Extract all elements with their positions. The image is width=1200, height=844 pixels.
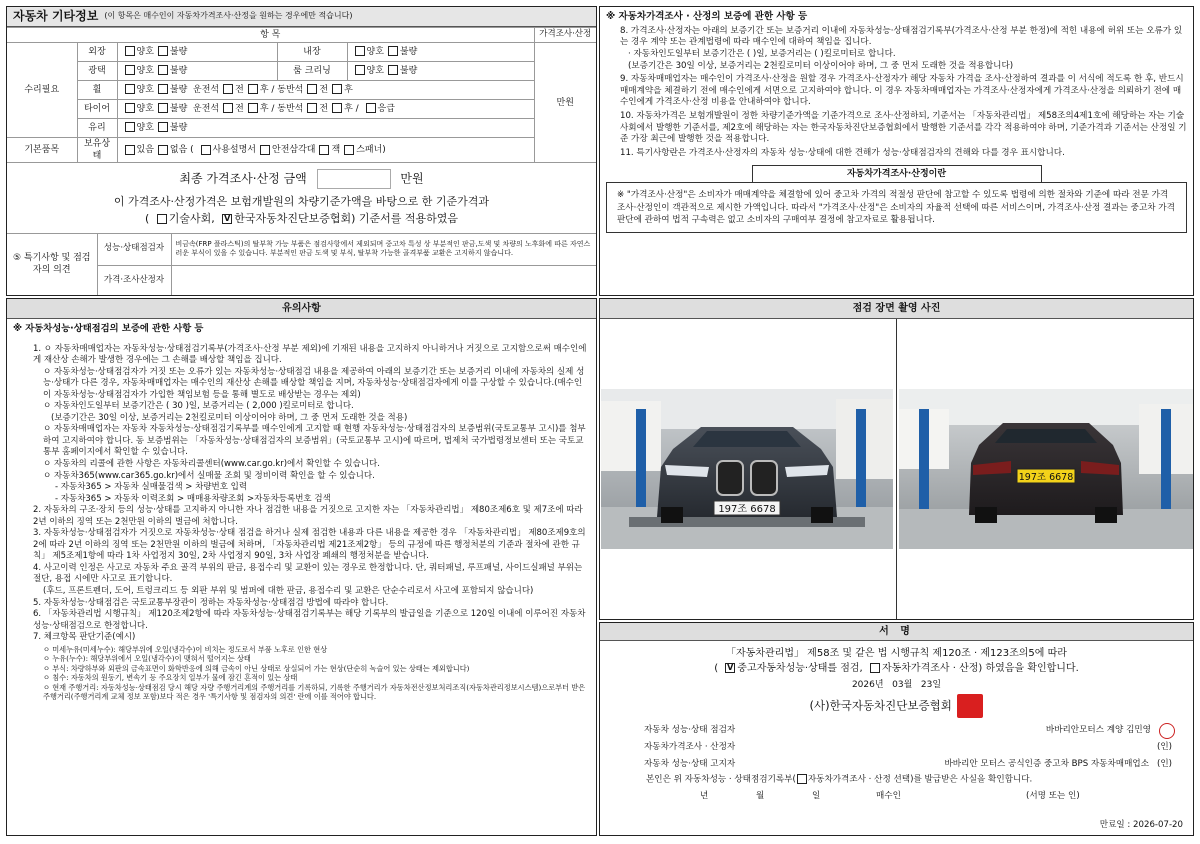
note-line: 4. 사고이력 인정은 사고로 자동차 주요 골격 부위의 판금, 용접수리 및 교환이 있는 경우로 한정합니다. 단, 쿼터패널, 루프패널, 사이드실패널 부위는 절단, 용접 시에만 사고로 표기합니다.: [33, 562, 583, 585]
month-label: 월: [756, 791, 765, 802]
final-price-input[interactable]: [317, 169, 391, 189]
section-note: (이 항목은 매수인이 자동차가격조사·산정을 원하는 경우에만 적습니다): [104, 11, 353, 21]
guarantee-item-10: 10. 자동차가격은 보험개발원이 정한 차량기준가액을 기준가격으로 조사·산정하되, 기준서는 「자동차관리법」 제58조의4제1호에 해당하는 자는 기술사회에서 발행한 기준서를, 제2호에 해당하는 자는 한국자동차진단보증협회에서 발행한 기준서를 각각 적용하여야 하며, 기준가격과 기준서는 산정일 기준 가장 최근에 발행한 것을 적용합니다.: [620, 110, 1187, 145]
criteria-list: [33, 645, 590, 702]
signer-label: 자동차가격조사 · 산정자: [644, 741, 736, 752]
criteria-item: ㅇ 현재 주행거리: 자동차성능·상태점검 당시 해당 자량 주행거리계의 주행거리를 기록하되, 기록한 주행거리가 자동차전산정보처리조직(자동차관리정보시스템)으로부터 받은 주행거리(주행거리계 교체 정보 포함)보다 적은 경우 '특기사항 및 점검자의 의견' 란에 이를 적어야 합니다.: [43, 682, 586, 702]
price-check-checkbox[interactable]: [870, 663, 880, 673]
bad-label: 불량: [399, 46, 418, 57]
repair-label: 수리필요: [24, 84, 60, 95]
basic-label: 기본품목: [24, 145, 60, 156]
note-line: ㅇ 자동차의 리콜에 관한 사항은 자동차리콜센터(www.car.go.kr)에서 확인할 수 있습니다.: [43, 459, 380, 470]
row-exterior: 외장: [88, 46, 106, 57]
criteria-item: ㅇ 부식: 차량하부와 외판의 금속표면이 화학반응에 의해 금속이 아닌 상태로 상실되어 가는 현상(단순히 녹슬어 있는 상태는 제외합니다): [43, 663, 470, 673]
date-day: 23일: [920, 680, 942, 690]
guarantee-note: (보증기간은 30일 이상, 보증거리는 2천킬로미터 이상이어야 하며, 그 중 먼저 도래한 것을 적용합니다): [628, 60, 1014, 71]
note-line: 5. 자동차성능·상태점검은 국토교통부장관이 정하는 자동차성능·상태점검 방법에 따라야 합니다.: [33, 597, 389, 608]
note-line: ㅇ 자동차인도일부터 보증기간은 ( 30 )일, 보증거리는 ( 2,000 )킬로미터로 합니다.: [43, 401, 354, 412]
criteria-item: ㅇ 미세누유(미세누수): 해당부위에 오일(냉각수)이 비치는 정도로서 부품 노후로 인한 현상: [43, 644, 328, 654]
row-wheel: 휠: [92, 84, 102, 95]
has-items-checkbox[interactable]: [125, 145, 135, 155]
bad-label: 불량: [169, 46, 188, 57]
note-line: (후드, 프론트펜더, 도어, 트렁크리드 등 외판 부위 및 범퍼에 대한 판금, 용접수리 및 교환은 단순수리로서 사고에 포함되지 않습니다): [43, 586, 534, 597]
no-label: 없음: [169, 145, 188, 156]
interior-good-checkbox[interactable]: [355, 46, 365, 56]
final-price-row: [7, 169, 596, 189]
price-guarantee-section: [599, 6, 1194, 296]
signer-mark: (인): [1157, 741, 1173, 752]
exterior-good-checkbox[interactable]: [125, 46, 135, 56]
row-glass: 유리: [88, 122, 106, 133]
col-price: 가격조사·산정: [539, 29, 592, 40]
spanner-label: 스패너: [356, 145, 383, 156]
photo-divider: [896, 319, 897, 619]
statement-line2: ( 기술사회, V 한국자동차진단보증협회) 기준서를 적용하였음: [144, 211, 459, 225]
room-good-checkbox[interactable]: [355, 65, 365, 75]
wheel-good-checkbox[interactable]: [125, 84, 135, 94]
day-label: 일: [812, 791, 821, 802]
note-line: 1. ㅇ 자동차매매업자는 자동차성능·상태점검기록부(가격조사·산정 부분 제외)에 기재된 내용을 고지하지 아니하거나 거짓으로 고지함으로써 매수인에게 재산상 손해가 발생한 경우에는 그 손해를 배상할 책임을 집니다.: [33, 343, 587, 366]
wheel-bad-checkbox[interactable]: [158, 84, 168, 94]
front-label: 전: [319, 84, 329, 95]
good-label: 양호: [366, 46, 384, 57]
note-line: (보증기간은 30일 이상, 보증거리는 2천킬로미터 이상이어야 하며, 그 중 먼저 도래한 것을 적용): [51, 412, 408, 423]
special-label: ⑤ 특기사항 및 점검자의 의견: [12, 253, 91, 276]
signer-mark: (인): [1157, 758, 1173, 769]
good-label: 양호: [136, 103, 154, 114]
wheel-driver-rear-checkbox[interactable]: [248, 84, 258, 94]
perf-check-checkbox[interactable]: V: [727, 662, 734, 672]
perf-checker-label: 성능·상태점검자: [103, 243, 165, 254]
front-label: 전: [319, 103, 329, 114]
no-items-checkbox[interactable]: [158, 145, 168, 155]
emergency-label: 응급: [377, 103, 395, 114]
manual-checkbox[interactable]: [201, 145, 211, 155]
notes-subtitle: ※ 자동차성능·상태점검의 보증에 관한 사항 등: [13, 323, 204, 334]
row-interior: 내장: [303, 46, 321, 57]
note-line: - 자동차365 > 자동차 이력조회 > 매매용차량조회 >자동차등록번호 검색: [55, 493, 331, 504]
tire-bad-checkbox[interactable]: [158, 103, 168, 113]
glass-good-checkbox[interactable]: [125, 122, 135, 132]
triangle-label: 안전삼각대: [272, 145, 316, 156]
good-label: 양호: [136, 84, 154, 95]
tire-good-checkbox[interactable]: [125, 103, 135, 113]
row-possession: 보유상태: [83, 139, 111, 162]
bad-label: 불량: [399, 65, 418, 76]
front-plate-text: 197조 6678: [718, 504, 776, 515]
tire-pass-rear-checkbox[interactable]: [332, 103, 342, 113]
kada-checkbox[interactable]: V: [224, 213, 231, 223]
note-line: ㅇ 자동차매매업자는 자동차 자동차성능·상태점검기록부를 매수인에게 고지할 때 현행 자동차성능·상태점검자의 보증범위(국토교통부 고시)를 첨부하여 고지하여야 합니다. 동 보증범위는 「자동차성능·상태점검자의 보증범위」(국토교통부 고시)에 따르며, 법제처 국가법령정보센터 또는 국토교통부 홈페이지에서 확인할 수 있습니다.: [43, 424, 586, 458]
guarantee-items: [606, 26, 1187, 160]
note-line: 6. 「자동차관리법 시행규칙」 제120조제2항에 따라 자동차성능·상태점검기록부는 해당 기록부의 발급일을 기준으로 120일 이내에 이루어진 자동차 성능·상태점검으로 한정합니다.: [33, 609, 586, 631]
org-line: [600, 694, 1193, 718]
gloss-good-checkbox[interactable]: [125, 65, 135, 75]
signature-section: [599, 622, 1194, 836]
bad-label: 불량: [169, 103, 188, 114]
guarantee-item-8: 8. 가격조사·산정자는 아래의 보증기간 또는 보증거리 이내에 자동차성능·상태점검기록부(가격조사·산정 부분 한정)에 적힌 내용에 허위 또는 오류가 있는 경우 계약 또는 관계법령에 따라 매수인에 대하여 책임을 집니다.: [620, 25, 1183, 48]
signature-check-line: ( V 중고자동차성능·상태를 점검, 자동차가격조사 · 산정) 하였음을 확인합니다.: [714, 662, 1079, 674]
signature-date: [600, 679, 1193, 691]
note-line: ㅇ 자동차365(www.car365.go.kr)에서 실매물 조회 및 정비이력 확인을 할 수 있습니다.: [43, 470, 375, 481]
wheel-pass-rear-checkbox[interactable]: [332, 84, 342, 94]
manual-label: 사용설명서: [212, 145, 256, 156]
good-label: 양호: [366, 65, 384, 76]
buyer-label: 매수인: [876, 791, 901, 802]
signer-value: 바바리안 모터스 공식인증 중고차 BPS 자동차매매업소: [944, 758, 1149, 769]
rear-car-photo: [899, 389, 1193, 549]
rear-label: 후: [259, 84, 269, 95]
jack-checkbox[interactable]: [319, 145, 329, 155]
criteria-item: ㅇ 침수: 자동차의 원동기, 변속기 등 주요장치 일부가 물에 잠긴 흔적이 있는 상태: [43, 673, 298, 683]
perf-checker-text: 비금속(FRP 플라스틱)의 탈부착 가능 부품은 점검사항에서 제외되며 중고차 특성 상 부분적인 판금,도색 및 차량의 노후화에 따른 자연스러운 부식이 있을 수 있습니다. 부분적인 판금 도색 및 부식, 탈부착 가능한 골격부품 교환은 고지하지 않습니다.: [175, 240, 591, 257]
good-label: 양호: [136, 122, 154, 133]
note-line: 7. 체크항목 판단기준(예시): [33, 632, 136, 643]
guarantee-period: · 자동차인도일부터 보증기간은 ( )일, 보증거리는 ( )킬로미터로 합니다.: [628, 49, 896, 59]
final-price-unit: 만원: [400, 171, 424, 186]
row-room-clean: 룸 크리닝: [293, 65, 331, 76]
signature-law: 「자동차관리법」 제58조 및 같은 법 시행규칙 제120조 · 제123조의5에 따라: [726, 648, 1067, 659]
price-unit: 만원: [556, 97, 574, 108]
section-title: 자동차 기타정보: [13, 9, 99, 24]
front-label: 전: [235, 84, 244, 95]
signer-label: 자동차 성능·상태 고지자: [644, 758, 736, 769]
good-label: 양호: [136, 46, 154, 57]
driver-seat-label: 운전석: [193, 84, 220, 95]
price-def-box-title: [752, 165, 1042, 183]
perf-check-label: 중고자동차성능·상태를 점검,: [737, 662, 863, 674]
receipt-text-a: 본인은 위 자동차성능 · 상태점검기록부(: [646, 774, 796, 785]
interior-bad-checkbox[interactable]: [388, 46, 398, 56]
year-label: 년: [700, 791, 709, 802]
good-label: 양호: [136, 65, 154, 76]
kada-label: 한국자동차진단보증협회) 기준서를 적용하였음: [234, 211, 459, 225]
org-seal: [957, 694, 983, 718]
note-line: 2. 자동차의 구조·장치 등의 성능·상태를 고지하지 아니한 자나 점검한 내용을 거짓으로 고지한 자는 「자동차관리법」 제80조제6호 및 제7조에 따라 2년 이하의 징역 또는 2천만원 이하의 벌금에 처합니다.: [33, 505, 583, 527]
bad-label: 불량: [169, 65, 188, 76]
gloss-bad-checkbox[interactable]: [158, 65, 168, 75]
price-check-label: 자동차가격조사 · 산정) 하였음을 확인합니다.: [881, 662, 1079, 674]
bad-label: 불량: [169, 84, 188, 95]
photos-section: [599, 298, 1194, 620]
receipt-text-b: 자동차가격조사 · 산정 선택)를 발급받은 사실을 확인합니다.: [807, 774, 1033, 785]
exterior-bad-checkbox[interactable]: [158, 46, 168, 56]
front-car-photo: [601, 389, 893, 549]
rear-plate-text: 197조 6678: [1018, 472, 1074, 483]
spanner-checkbox[interactable]: [344, 145, 354, 155]
guarantee-title: ※ 자동차가격조사 · 산정의 보증에 관한 사항 등: [606, 11, 808, 22]
tire-driver-rear-checkbox[interactable]: [248, 103, 258, 113]
passenger-seat-label: 동반석: [277, 103, 304, 114]
receipt-line: [600, 774, 1193, 786]
jack-label: 잭: [331, 145, 341, 156]
date-year: 2026년: [851, 680, 884, 690]
note-line: - 자동차365 > 자동차 실매물검색 > 차량번호 입력: [55, 482, 248, 493]
date-month: 03월: [892, 680, 913, 690]
tire-driver-front-checkbox[interactable]: [223, 103, 233, 113]
special-notes-table: [7, 233, 596, 296]
triangle-checkbox[interactable]: [260, 145, 270, 155]
row-gloss: 광택: [88, 65, 106, 76]
note-line: ㅇ 자동차성능·상태점검자가 거짓 또는 오류가 있는 자동차성능·상태점검 내용을 제공하여 아래의 보증기간 또는 보증거리 이내에 자동차의 실제 성능·상태가 다른 경우, 자동차매매업자는 매수인의 재산상 손해를 배상할 책임을 지며, 자동차성능·상태점검자에게 이를 구상할 수 있습니다.(매수인이 자동차성능·상태점검자가 가입한 책임보험 등을 통해 별도로 배상받는 경우는 제외): [43, 366, 585, 400]
statement-line1: 이 가격조사·산정가격은 보험개발원의 차량기준가액을 바탕으로 한 기준가격과: [113, 195, 490, 209]
wheel-pass-front-checkbox[interactable]: [307, 84, 317, 94]
signature-title: 서 명: [879, 625, 914, 637]
guarantee-item-11: 11. 특기사항란은 가격조사·산정자의 자동차 성능·상태에 대한 견해가 성능·상태점검자의 견해와 다를 경우 표시합니다.: [620, 147, 1065, 158]
rear-label: 후: [344, 103, 353, 114]
wheel-driver-front-checkbox[interactable]: [223, 84, 233, 94]
org-name: (사)한국자동차진단보증협회: [809, 698, 952, 713]
notes-title: 유의사항: [282, 302, 321, 314]
price-def-box: [606, 182, 1187, 232]
passenger-seat-label: 동반석: [277, 84, 304, 95]
signer-seal: [1159, 723, 1175, 739]
bad-label: 불량: [169, 122, 188, 133]
yes-label: 있음: [136, 145, 154, 156]
notes-section: [6, 298, 597, 836]
rear-label: 후: [344, 84, 353, 95]
tech-society-label: 기술사회,: [168, 211, 215, 225]
rear-label: 후: [259, 103, 269, 114]
buyer-line: [600, 791, 1193, 803]
driver-seat-label: 운전석: [193, 103, 220, 114]
repair-table: 항 목 가격조사·산정 수리필요 외장 양호 불량 내장 양호 불량 만원 광택 양호 불량 룸 크리닝 양호 불량 휠 양호 불량 운전석 전 후 / 동반석 전 후 타이어 양호 불량 운전석 전 후 / 동반석 전 후 / 응급 유리 양호 불량 기본품목 보유상태 있음 없음 ( 사용설명서 안전삼각대 잭 스패너): [7, 27, 596, 163]
final-price-label: 최종 가격조사·산정 금액: [179, 171, 307, 186]
price-def-title: 자동차가격조사·산정이란: [846, 169, 947, 180]
buyer-sign[interactable]: (서명 또는 인): [1026, 791, 1080, 802]
note-line: 3. 자동차성능·상태점검자가 거짓으로 자동차성능·상태 점검을 하거나 실제 점검한 내용과 다른 내용을 제공한 경우 「자동차관리법」 제80조제9호의2에 따라 2년 이하의 징역 또는 2천만원 이하의 벌금에 처하며, 「자동차관리법 제21조제2항」 등의 규정에 따른 행정처분의 기준과 절차에 관한 규칙」 제5조제1항에 따라 1차 사업정지 30일, 2차 사업정지 90일, 3차 사업장 폐쇄의 행정처분을 받습니다.: [33, 528, 586, 562]
vehicle-other-info-section: [6, 6, 597, 296]
price-def-text: ※ "가격조사·산정"은 소비자가 매매계약을 체결함에 있어 중고차 가격의 적절성 판단에 참고할 수 있도록 법령에 의한 절차와 기준에 따라 전문 가격조사·산정인이 객관적으로 제시한 가액입니다. 따라서 "가격조사·산정"은 소비자의 자율적 선택에 따른 서비스이며, 가격조사·산정 결과는 중고차 가격판단에 관하여 법적 구속력은 없고 소비자의 구매여부 결정에 참고자료로 활용됩니다.: [617, 190, 1175, 225]
photos-title: 점검 장면 촬영 사진: [852, 302, 941, 314]
criteria-item: ㅇ 누유(누수): 해당부위에서 오일(냉각수)이 맺혀서 떨어지는 상태: [43, 654, 251, 664]
guarantee-item-9: 9. 자동차매매업자는 매수인이 가격조사·산정을 원할 경우 가격조사·산정자가 해당 자동차 가격을 조사·산정하여 결과를 이 서식에 적도록 한 후, 반드시 매매계약을 체결하기 전에 매수인에게 서면으로 고지하여야 합니다. 이 경우 자동차매매업자는 가격조사·산정자에게 가격조사·산정을 의뢰하기 전에 매수인에게 가격조사·산정 비용을 안내하여야 합니다.: [620, 74, 1184, 108]
tire-pass-front-checkbox[interactable]: [307, 103, 317, 113]
notes-list: [13, 344, 590, 702]
signer-value: 바바리안모터스 계양 김민영: [1045, 724, 1151, 735]
signer-rows: [600, 722, 1193, 773]
expiry: 만료일 : 2026-07-20: [1099, 820, 1183, 831]
receipt-checkbox[interactable]: [797, 774, 807, 784]
front-label: 전: [235, 103, 244, 114]
row-tire: 타이어: [83, 103, 111, 114]
glass-bad-checkbox[interactable]: [158, 122, 168, 132]
tech-society-checkbox[interactable]: [157, 214, 167, 224]
price-checker-label: 가격·조사산정자: [103, 274, 165, 285]
standard-statement: [7, 194, 596, 227]
col-item: 항 목: [260, 29, 281, 40]
room-bad-checkbox[interactable]: [388, 65, 398, 75]
tire-emergency-checkbox[interactable]: [366, 103, 376, 113]
signer-label: 자동차 성능·상태 점검자: [644, 724, 736, 735]
